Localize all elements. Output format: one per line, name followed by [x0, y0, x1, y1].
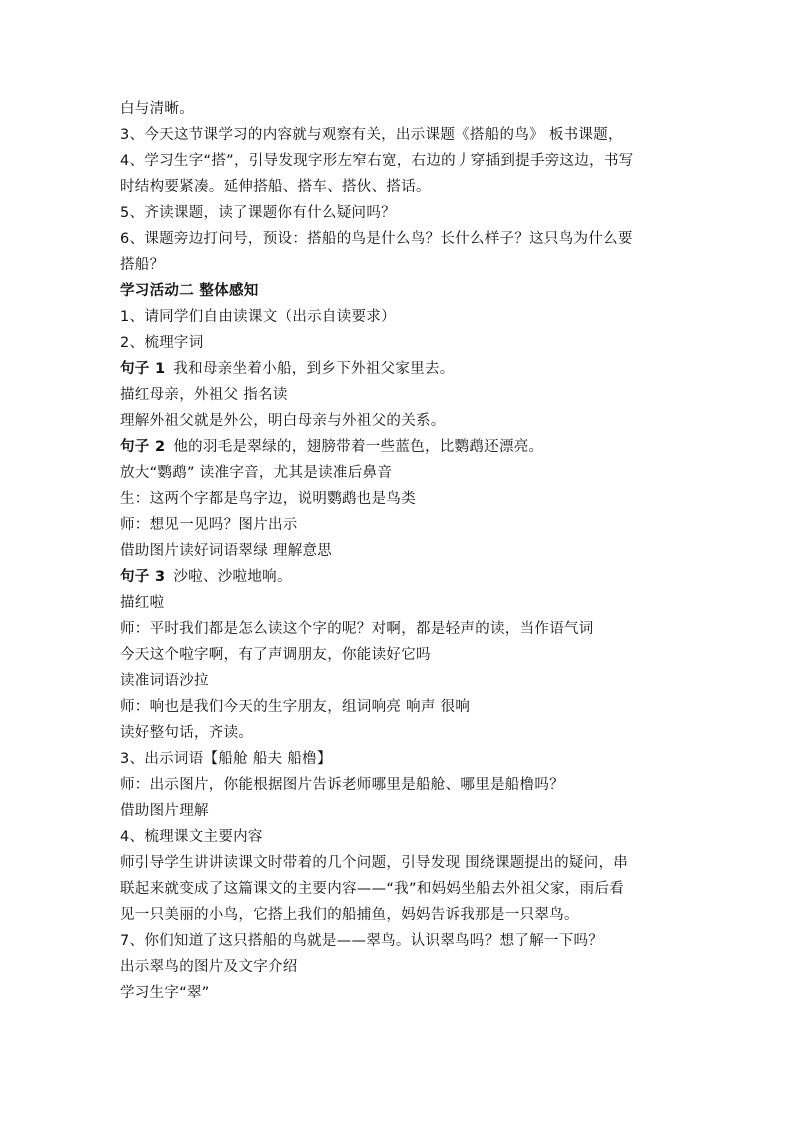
text-line: 联起来就变成了这篇课文的主要内容——“我”和妈妈坐船去外祖父家，雨后看 [120, 881, 625, 897]
text-line: 搭船？ [120, 257, 165, 273]
text-line: 5、齐读课题，读了课题你有什么疑问吗？ [120, 205, 396, 221]
text-line: 师：出示图片，你能根据图片告诉老师哪里是船舱、哪里是船橹吗？ [120, 777, 564, 793]
text-line: 描红啦 [120, 595, 165, 611]
text-line: 师引导学生讲讲读课文时带着的几个问题，引导发现 围绕课题提出的疑问，串 [120, 855, 629, 871]
text-line: 描红母亲，外祖父 指名读 [120, 387, 288, 403]
sentence-label: 句子 2 [120, 439, 166, 455]
text-line: 放大“鹦鹉” 读准字音，尤其是读准后鼻音 [120, 465, 393, 481]
text-line: 7、你们知道了这只搭船的鸟就是——翠鸟。认识翠鸟吗？想了解一下吗？ [120, 933, 604, 949]
text-line: 2、梳理字词 [120, 335, 204, 351]
text-line: 6、课题旁边打问号，预设：搭船的鸟是什么鸟？长什么样子？这只鸟为什么要 [120, 231, 633, 247]
text-line: 今天这个啦字啊，有了声调朋友，你能读好它吗 [120, 647, 431, 663]
text-line: 借助图片理解 [120, 803, 209, 819]
sentence-label: 句子 1 [120, 361, 166, 377]
sentence-label: 句子 3 [120, 569, 166, 585]
text-line: 生：这两个字都是鸟字边，说明鹦鹉也是鸟类 [120, 491, 416, 507]
text-line: 理解外祖父就是外公，明白母亲与外祖父的关系。 [120, 413, 446, 429]
text-line: 见一只美丽的小鸟，它搭上我们的船捕鱼，妈妈告诉我那是一只翠鸟。 [120, 907, 579, 923]
sentence-text: 沙啦、沙啦地响。 [173, 569, 292, 585]
text-line: 出示翠鸟的图片及文字介绍 [120, 959, 298, 975]
text-line: 4、学习生字“搭”，引导发现字形左窄右宽，右边的丿穿插到提手旁这边，书写 [120, 153, 634, 169]
sentence-line [120, 434, 680, 460]
text-line: 师：响也是我们今天的生字朋友，组词响亮 响声 很响 [120, 699, 471, 715]
text-line: 白与清晰。 [120, 101, 194, 117]
text-line: 借助图片读好词语翠绿 理解意思 [120, 543, 333, 559]
section-heading: 学习活动二 整体感知 [120, 283, 259, 299]
document-body [120, 96, 680, 1006]
sentence-text: 我和母亲坐着小船，到乡下外祖父家里去。 [173, 361, 455, 377]
sentence-text: 他的羽毛是翠绿的，翅膀带着一些蓝色，比鹦鹉还漂亮。 [173, 439, 544, 455]
sentence-line [120, 564, 680, 590]
text-line: 读好整句话，齐读。 [120, 725, 254, 741]
text-line: 时结构要紧凑。延伸搭船、搭车、搭伙、搭话。 [120, 179, 431, 195]
text-line: 师：平时我们都是怎么读这个字的呢？对啊，都是轻声的读，当作语气词 [120, 621, 594, 637]
text-line: 读准词语沙拉 [120, 673, 209, 689]
text-line: 4、梳理课文主要内容 [120, 829, 263, 845]
text-line: 师：想见一见吗？图片出示 [120, 517, 298, 533]
sentence-line [120, 356, 680, 382]
text-line: 3、出示词语【船舱 船夫 船橹】 [120, 751, 332, 767]
text-line: 1、请同学们自由读课文（出示自读要求） [120, 309, 396, 325]
text-line: 3、今天这节课学习的内容就与观察有关，出示课题《搭船的鸟》 板书课题， [120, 127, 623, 143]
text-line: 学习生字“翠” [120, 985, 210, 1001]
